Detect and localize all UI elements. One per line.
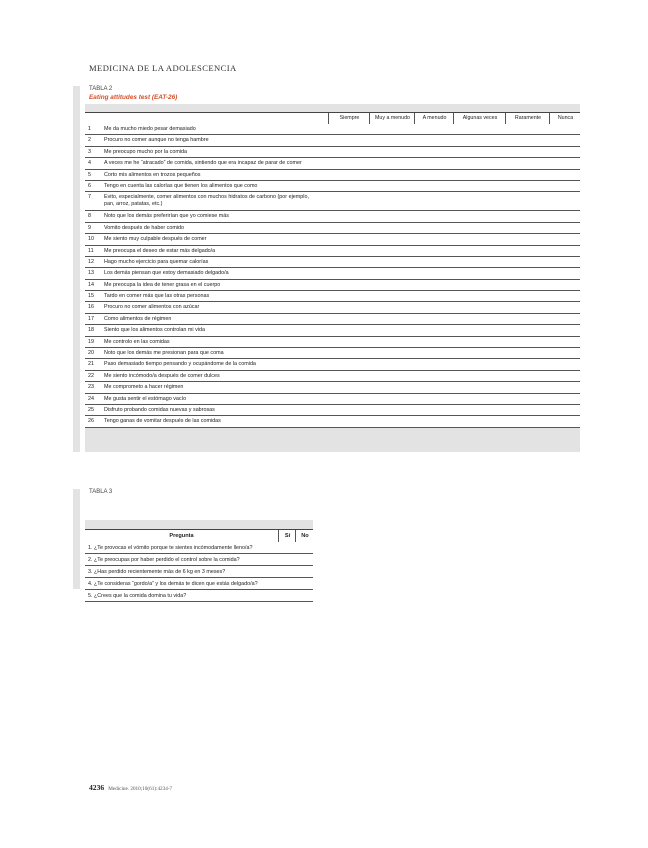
table2-row [85, 147, 580, 158]
item-text: Me da mucho miedo pesar demasiado [104, 126, 196, 132]
item-text: Me preocupa la idea de tener grasa en el cuerpo [104, 281, 221, 288]
item-number: 19 [88, 338, 94, 345]
question-text: 4. ¿Te consideras “gordo/a” y los demás te dicen que estás delgado/a? [88, 580, 258, 587]
item-number: 12 [88, 258, 94, 265]
table2-sidebar-bar [73, 86, 80, 452]
table2-column-header: Raramente [505, 113, 550, 124]
table2-row [85, 291, 580, 302]
item-text: Corto mis alimentos en trozos pequeños [104, 171, 201, 178]
table2-column-header: A menudo [414, 113, 454, 124]
item-text: Me gusta sentir el estómago vacío [104, 395, 187, 402]
table2-row [85, 394, 580, 405]
item-text: Tengo ganas de vomitar después de las comidas [104, 418, 221, 425]
table2-row [85, 181, 580, 192]
question-text: 5. ¿Crees que la comida domina tu vida? [88, 592, 187, 599]
page-footer [89, 777, 172, 795]
table2-row [85, 223, 580, 234]
item-text: Me siento muy culpable después de comer [104, 236, 207, 243]
item-number: 20 [88, 350, 94, 357]
table2-row [85, 124, 580, 135]
item-number: 1 [88, 126, 91, 132]
question-text: 3. ¿Has perdido recientemente más de 6 kg en 3 meses? [88, 568, 226, 575]
item-number: 22 [88, 372, 94, 379]
table2-row [85, 302, 580, 313]
item-text: Tardo en comer más que las otras personas [104, 293, 210, 300]
table2-row [85, 246, 580, 257]
item-number: 24 [88, 395, 94, 402]
running-header: MEDICINA DE LA ADOLESCENCIA [89, 63, 237, 73]
table2-row [85, 257, 580, 268]
item-number: 7 [88, 194, 91, 201]
table2-row [85, 416, 580, 427]
question-text: 2. ¿Te preocupas por haber perdido el control sobre la comida? [88, 556, 240, 563]
table2-row [85, 314, 580, 325]
item-text: Me comprometo a hacer régimen [104, 384, 184, 391]
table2-title: Eating attitudes test (EAT-26) [89, 94, 178, 101]
item-number: 4 [88, 160, 91, 167]
item-text: Me controlo en las comidas [104, 338, 170, 345]
table2-row [85, 170, 580, 181]
item-number: 15 [88, 293, 94, 300]
item-number: 13 [88, 270, 94, 277]
item-number: 17 [88, 315, 94, 322]
item-number: 21 [88, 361, 94, 368]
citation: Medicine. 2010;10(61):4234-7 [108, 786, 173, 792]
question-text: 1. ¿Te provocas el vómito porque te sientes incómodamente lleno/a? [88, 544, 253, 551]
table2-row [85, 158, 580, 169]
table2-row [85, 359, 580, 370]
table3-caption: TABLA 3 [89, 489, 113, 495]
table2-row [85, 268, 580, 279]
item-number: 16 [88, 304, 94, 311]
item-text: Los demás piensan que estoy demasiado delgado/a [104, 270, 229, 277]
item-number: 14 [88, 281, 94, 288]
item-number: 11 [88, 247, 94, 254]
table3-header-row [85, 529, 313, 543]
table2-caption: TABLA 2 [89, 86, 113, 92]
item-text: Procuro no comer alimentos con azúcar [104, 304, 200, 311]
item-number: 23 [88, 384, 94, 391]
item-text: Tengo en cuenta las calorías que tienen los alimentos que como [104, 182, 258, 189]
item-number: 9 [88, 224, 91, 231]
item-number: 8 [88, 213, 91, 220]
item-text: A veces me he “atracado” de comida, sintiendo que era incapaz de parar de comer [104, 160, 302, 167]
table3-column-header: Sí [278, 530, 296, 542]
table3-row [85, 566, 313, 578]
table2-column-header: Algunas veces [453, 113, 506, 124]
page-number: 4236 [89, 783, 105, 792]
item-text: Hago mucho ejercicio para quemar calorías [104, 258, 209, 265]
item-text: Evito, especialmente, comer alimentos con muchos hidratos de carbono (por ejemplo, pan, arroz, patatas, etc.) [104, 194, 309, 207]
table3-body [85, 542, 313, 602]
table2-column-header: Nunca [549, 113, 581, 124]
item-number: 3 [88, 148, 91, 155]
item-text: Me preocupa el deseo de estar más delgado/a [104, 247, 216, 254]
item-text: Noto que los demás me presionan para que coma [104, 350, 224, 357]
table2-row [85, 234, 580, 245]
table3-row [85, 542, 313, 554]
item-text: Siento que los alimentos controlan mi vida [104, 327, 205, 334]
table2-body [85, 124, 580, 428]
table2-row [85, 371, 580, 382]
item-text: Procuro no comer aunque no tenga hambre [104, 137, 209, 144]
item-number: 6 [88, 182, 91, 189]
table3-row [85, 590, 313, 602]
item-number: 5 [88, 171, 91, 178]
item-text: Paso demasiado tiempo pensando y ocupándome de la comida [104, 361, 256, 368]
item-text: Me siento incómodo/a después de comer dulces [104, 372, 220, 379]
item-text: Como alimentos de régimen [104, 315, 172, 322]
table2-row [85, 280, 580, 291]
table2-row [85, 192, 580, 211]
table2-row [85, 348, 580, 359]
item-text: Noto que los demás preferirían que yo comiese más [104, 213, 229, 220]
table2-row [85, 405, 580, 416]
table2-column-header: Muy a menudo [369, 113, 415, 124]
item-number: 25 [88, 406, 94, 413]
table2-row [85, 135, 580, 146]
table3-column-header: No [295, 530, 314, 542]
table2-row [85, 325, 580, 336]
item-number: 10 [88, 236, 94, 243]
table3-row [85, 554, 313, 566]
item-number: 26 [88, 418, 94, 425]
item-text: Vomito después de haber comido [104, 224, 185, 231]
table2-column-header: Siempre [328, 113, 370, 124]
table2-row [85, 211, 580, 222]
item-number: 18 [88, 327, 94, 334]
table3-row [85, 578, 313, 590]
table3-column-header: Pregunta [169, 533, 194, 539]
item-text: Disfruto probando comidas nuevas y sabrosas [104, 406, 215, 413]
table3-sidebar-bar [73, 489, 80, 589]
table2-row [85, 382, 580, 393]
item-text: Me preocupo mucho por la comida [104, 148, 187, 155]
item-number: 2 [88, 137, 91, 144]
table2-row [85, 337, 580, 348]
